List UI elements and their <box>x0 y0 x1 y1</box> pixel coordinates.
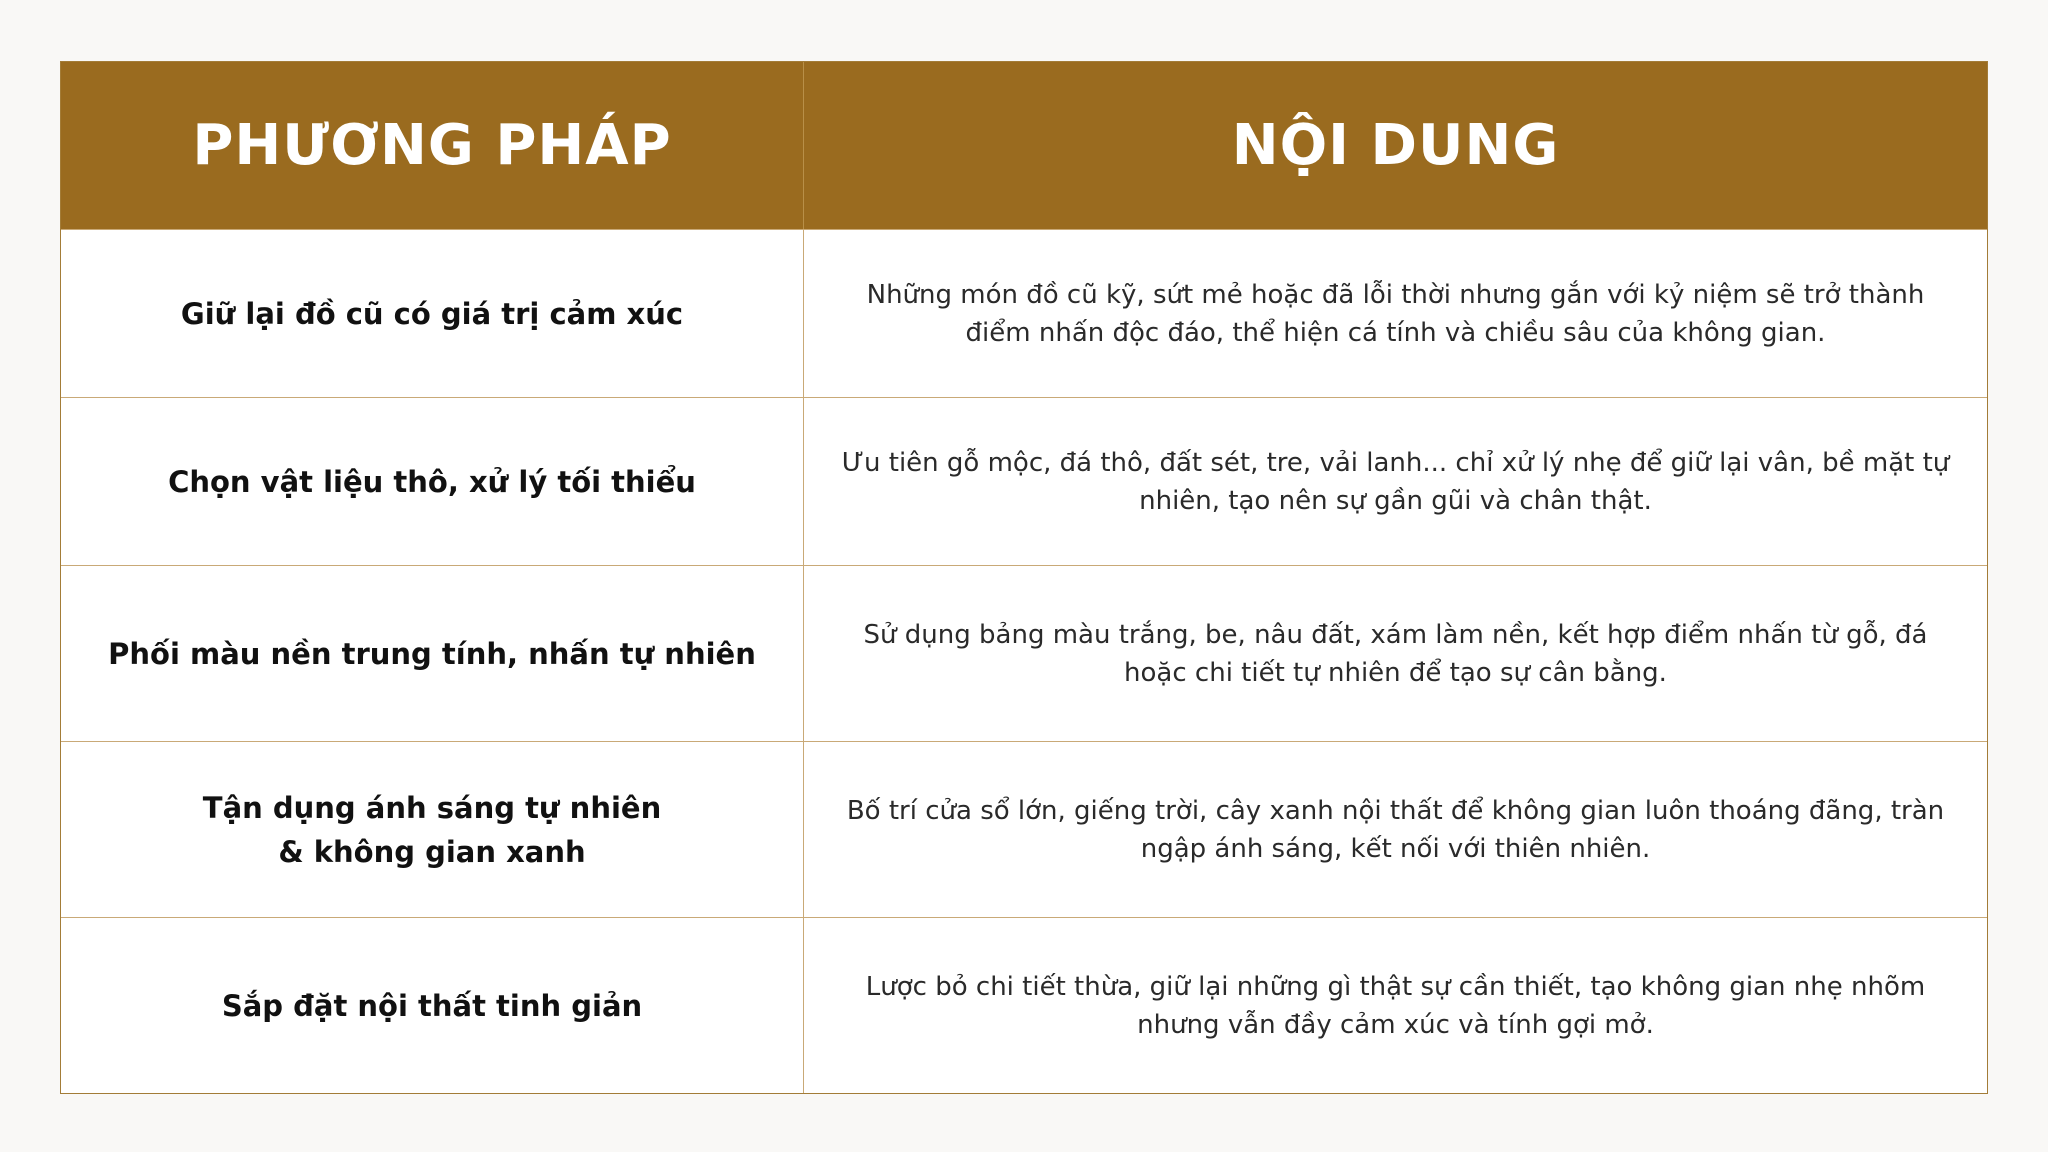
method-label: Chọn vật liệu thô, xử lý tối thiểu <box>168 464 696 499</box>
method-label: Sắp đặt nội thất tinh giản <box>221 988 643 1023</box>
header-method-label: PHƯƠNG PHÁP <box>192 113 672 178</box>
table-row <box>61 565 1987 741</box>
method-label: Giữ lại đồ cũ có giá trị cảm xúc <box>180 296 684 331</box>
table-row <box>61 917 1987 1093</box>
content-text: Những món đồ cũ kỹ, sứt mẻ hoặc đã lỗi thời nhưng gắn với kỷ niệm sẽ trở thành điểm nhấn độc đáo, thể hiện cá tính và chiều sâu của không gian. <box>866 279 1925 348</box>
content-text: Bố trí cửa sổ lớn, giếng trời, cây xanh nội thất để không gian luôn thoáng đãng, tràn ngập ánh sáng, kết nối với thiên nhiên. <box>846 795 1945 864</box>
table-row <box>61 397 1987 565</box>
method-cell <box>61 398 804 565</box>
table-row <box>61 229 1987 397</box>
content-cell <box>804 398 1987 565</box>
content-cell <box>804 742 1987 917</box>
header-content-label: NỘI DUNG <box>1231 113 1560 178</box>
content-text: Lược bỏ chi tiết thừa, giữ lại những gì thật sự cần thiết, tạo không gian nhẹ nhõm nhưng vẫn đầy cảm xúc và tính gợi mở. <box>865 971 1926 1040</box>
methods-table <box>60 61 1988 1094</box>
content-text: Ưu tiên gỗ mộc, đá thô, đất sét, tre, vải lanh... chỉ xử lý nhẹ để giữ lại vân, bề mặt tự nhiên, tạo nên sự gần gũi và chân thật. <box>841 447 1950 516</box>
method-cell <box>61 230 804 397</box>
header-cell-method <box>61 62 804 229</box>
content-cell <box>804 918 1987 1093</box>
method-label: Tận dụng ánh sáng tự nhiên & không gian xanh <box>202 790 662 869</box>
header-cell-content <box>804 62 1987 229</box>
method-cell <box>61 566 804 741</box>
table-row <box>61 741 1987 917</box>
method-label: Phối màu nền trung tính, nhấn tự nhiên <box>108 636 756 671</box>
content-cell <box>804 566 1987 741</box>
method-cell <box>61 918 804 1093</box>
method-cell <box>61 742 804 917</box>
content-text: Sử dụng bảng màu trắng, be, nâu đất, xám làm nền, kết hợp điểm nhấn từ gỗ, đá hoặc chi tiết tự nhiên để tạo sự cân bằng. <box>863 619 1928 688</box>
content-cell <box>804 230 1987 397</box>
table-header-row <box>61 62 1987 229</box>
